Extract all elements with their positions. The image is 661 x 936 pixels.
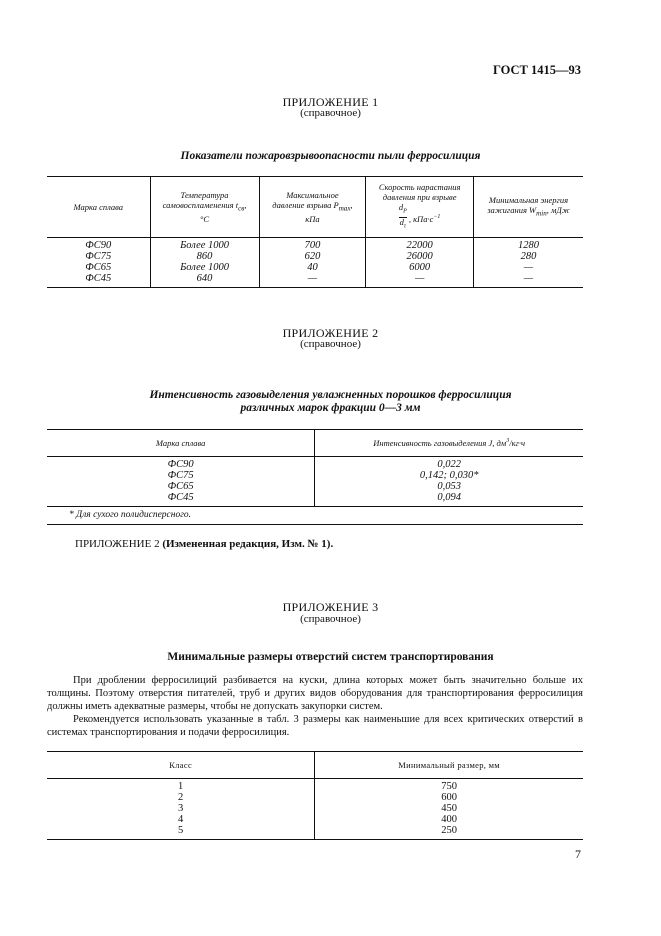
table-body-row xyxy=(47,779,583,840)
appendix1-heading: Показатели пожаровзрывоопасности пыли ферросилиция xyxy=(180,150,481,162)
table-footnote: * Для сухого полидисперсного. xyxy=(47,507,583,525)
table-header-row xyxy=(47,177,583,238)
footnote-row xyxy=(47,507,583,525)
alloy-grades-cell: ФС90 ФС75 ФС65 ФС45 xyxy=(167,459,194,503)
gas-emission-table xyxy=(47,429,583,525)
column-header-min-size: Минимальный размер, мм xyxy=(315,752,583,779)
table-header-row xyxy=(47,752,583,779)
appendix2-heading-line1: Интенсивность газовыделения увлажненных порошков ферросилиция xyxy=(149,389,512,401)
alloy-grades-cell: ФС90 ФС75 ФС65 ФС45 xyxy=(85,240,112,284)
column-header-alloy: Марка сплава xyxy=(47,430,315,457)
opening-sizes-table xyxy=(47,751,583,840)
column-header-intensity: Интенсивность газовыделения J, $дм^3/кг\cdot ч$ xyxy=(315,430,583,457)
appendix2-subtitle: (справочное) xyxy=(300,338,361,350)
table-body-row xyxy=(47,457,583,507)
appendix1-title: ПРИЛОЖЕНИЕ 1 xyxy=(282,95,379,109)
appendix2-title: ПРИЛОЖЕНИЕ 2 xyxy=(282,326,379,340)
appendix3-title: ПРИЛОЖЕНИЕ 3 xyxy=(282,600,379,614)
max-pressure-cell: 700 620 40 — xyxy=(259,238,366,288)
min-energy-cell: 1280 280 — — xyxy=(473,238,583,288)
standard-number: ГОСТ 1415—93 xyxy=(492,63,581,77)
page-number: 7 xyxy=(575,847,581,861)
intensity-values-cell: 0,022 0,142; 0,030* 0,053 0,094 xyxy=(315,457,583,507)
column-header-ignition-temp: Температура самовоспламенения $t_{св}$, °С xyxy=(150,177,259,238)
appendix3-heading: Минимальные размеры отверстий систем транспортирования xyxy=(167,651,494,663)
size-values-cell: 750 600 450 400 250 xyxy=(315,779,583,840)
table-header-row xyxy=(47,430,583,457)
column-header-pressure-rate: Скорость нарастания давления при взрыве $d_P$ $d_\tau$ , $кПа\cdot с^{-1}$ xyxy=(366,177,474,238)
table-body-row xyxy=(47,238,583,288)
column-header-min-energy: Минимальная энергия зажигания $W_{min}$, мДж xyxy=(473,177,583,238)
appendix2-heading-line2: различных марок фракции 0—3 мм xyxy=(240,402,421,414)
column-header-class: Класс xyxy=(47,752,315,779)
appendix3-paragraph-2: Рекомендуется использовать указанные в табл. 3 размеры как наименьшие для всех критических отверстий в системах транспортирования и подачи ферросилиция. xyxy=(47,714,583,738)
appendix1-subtitle: (справочное) xyxy=(300,107,361,119)
pressure-rate-cell: 22000 26000 6000 — xyxy=(366,238,474,288)
appendix3-subtitle: (справочное) xyxy=(300,613,361,625)
appendix3-paragraph-1: При дроблении ферросилиций разбивается на куски, длина которых может быть значительно больше их толщины. Поэтому отверстия питателей, труб и других видов оборудования для транспортирования ферросилиция должны иметь адекватные размеры, чтобы не допускать закупорки систем. xyxy=(47,675,583,712)
ignition-temp-cell: Более 1000 860 Более 1000 640 xyxy=(150,238,259,288)
column-header-alloy: Марка сплава xyxy=(47,177,150,238)
class-values-cell: 1 2 3 4 5 xyxy=(178,781,184,836)
fire-hazard-table xyxy=(47,176,583,288)
column-header-max-pressure: Максимальное давление взрыва $P_{max}$, кПа xyxy=(259,177,366,238)
amendment-note: ПРИЛОЖЕНИЕ 2 (Измененная редакция, Изм. № 1). xyxy=(75,538,334,550)
